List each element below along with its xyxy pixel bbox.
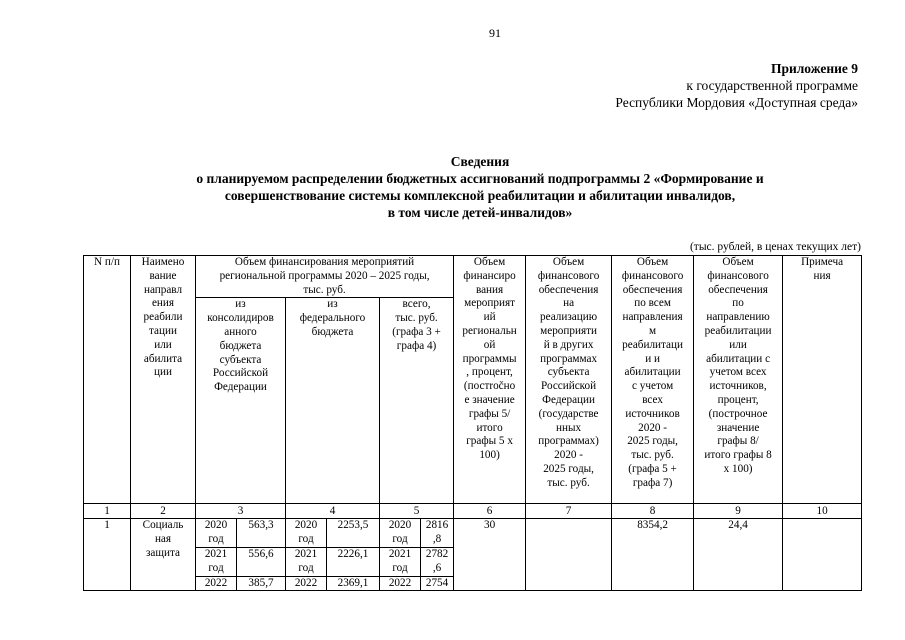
colnum-10: 10 <box>783 504 862 519</box>
year-cell: 2020 год <box>380 519 421 548</box>
column-numbers-row <box>84 504 862 519</box>
title-line-2: о планируемом распределении бюджетных ассигнований подпрограммы 2 «Формирование и <box>196 171 764 186</box>
value-cell: 2369,1 <box>327 576 380 591</box>
year-cell: 2021 год <box>286 547 327 576</box>
header-col9: Объем финансового обеспечения по направлению реабилитации или абилитации с учетом всех источников, процент, (построчное значение графы 8/ итого графы 8 х 100) <box>694 256 783 504</box>
row-col9: 24,4 <box>694 519 783 591</box>
colnum-7: 7 <box>526 504 612 519</box>
colnum-6: 6 <box>454 504 526 519</box>
header-row-1 <box>84 256 862 298</box>
year-cell: 2022 <box>380 576 421 591</box>
row-col7 <box>526 519 612 591</box>
header-funding-group: Объем финансирования мероприятий региональной программы 2020 – 2025 годы, тыс. руб. <box>196 256 454 298</box>
appendix-header <box>615 60 858 111</box>
value-cell: 2226,1 <box>327 547 380 576</box>
colnum-8: 8 <box>612 504 694 519</box>
colnum-3: 3 <box>196 504 286 519</box>
header-num: N п/п <box>84 256 131 504</box>
year-cell: 2021 год <box>380 547 421 576</box>
units-note: (тыс. рублей, в ценах текущих лет) <box>689 241 861 253</box>
year-cell: 2021 год <box>196 547 237 576</box>
header-col4: из федерального бюджета <box>286 298 380 504</box>
header-col7: Объем финансового обеспечения на реализацию мероприяти й в других программах субъекта Российской Федерации (государстве нных программах) 2020 - 2025 годы, тыс. руб. <box>526 256 612 504</box>
colnum-9: 9 <box>694 504 783 519</box>
value-cell: 563,3 <box>237 519 286 548</box>
row-col6: 30 <box>454 519 526 591</box>
title-line-3: совершенствование системы комплексной реабилитации и абилитации инвалидов, <box>224 188 736 203</box>
page-number: 91 <box>489 26 501 40</box>
year-cell: 2022 <box>196 576 237 591</box>
table-row <box>84 519 862 548</box>
value-cell: 385,7 <box>237 576 286 591</box>
colnum-5: 5 <box>380 504 454 519</box>
appendix-line-1: к государственной программе <box>686 78 858 93</box>
appendix-title: Приложение 9 <box>770 61 858 76</box>
year-cell: 2020 год <box>286 519 327 548</box>
row-num: 1 <box>84 519 131 591</box>
year-cell: 2022 <box>286 576 327 591</box>
header-col6: Объем финансиро вания мероприят ий региональн ой программы , процент, (постročно е значение графы 5/ итого графы 5 х 100) <box>454 256 526 504</box>
header-col8: Объем финансового обеспечения по всем направления м реабилитаци и и абилитации с учетом всех источников 2020 - 2025 годы, тыс. руб. (графа 5 + графа 7) <box>612 256 694 504</box>
header-col10: Примеча ния <box>783 256 862 504</box>
row-direction-name: Социаль ная защита <box>131 519 196 591</box>
appendix-line-2: Республики Мордовия «Доступная среда» <box>615 95 858 110</box>
row-col10 <box>783 519 862 591</box>
value-cell: 2782 ,6 <box>421 547 454 576</box>
value-cell: 556,6 <box>237 547 286 576</box>
colnum-2: 2 <box>131 504 196 519</box>
value-cell: 2253,5 <box>327 519 380 548</box>
budget-table <box>83 255 862 591</box>
colnum-4: 4 <box>286 504 380 519</box>
row-col8: 8354,2 <box>612 519 694 591</box>
colnum-1: 1 <box>84 504 131 519</box>
header-col3: из консолидиров анного бюджета субъекта Российской Федерации <box>196 298 286 504</box>
document-title <box>80 153 880 221</box>
title-line-4: в том числе детей-инвалидов» <box>387 205 573 220</box>
header-col5: всего, тыс. руб. (графа 3 + графа 4) <box>380 298 454 504</box>
header-direction: Наимено вание направл ения реабили тации или абилита ции <box>131 256 196 504</box>
value-cell: 2754 <box>421 576 454 591</box>
year-cell: 2020 год <box>196 519 237 548</box>
value-cell: 2816 ,8 <box>421 519 454 548</box>
title-line-1: Сведения <box>450 154 510 169</box>
